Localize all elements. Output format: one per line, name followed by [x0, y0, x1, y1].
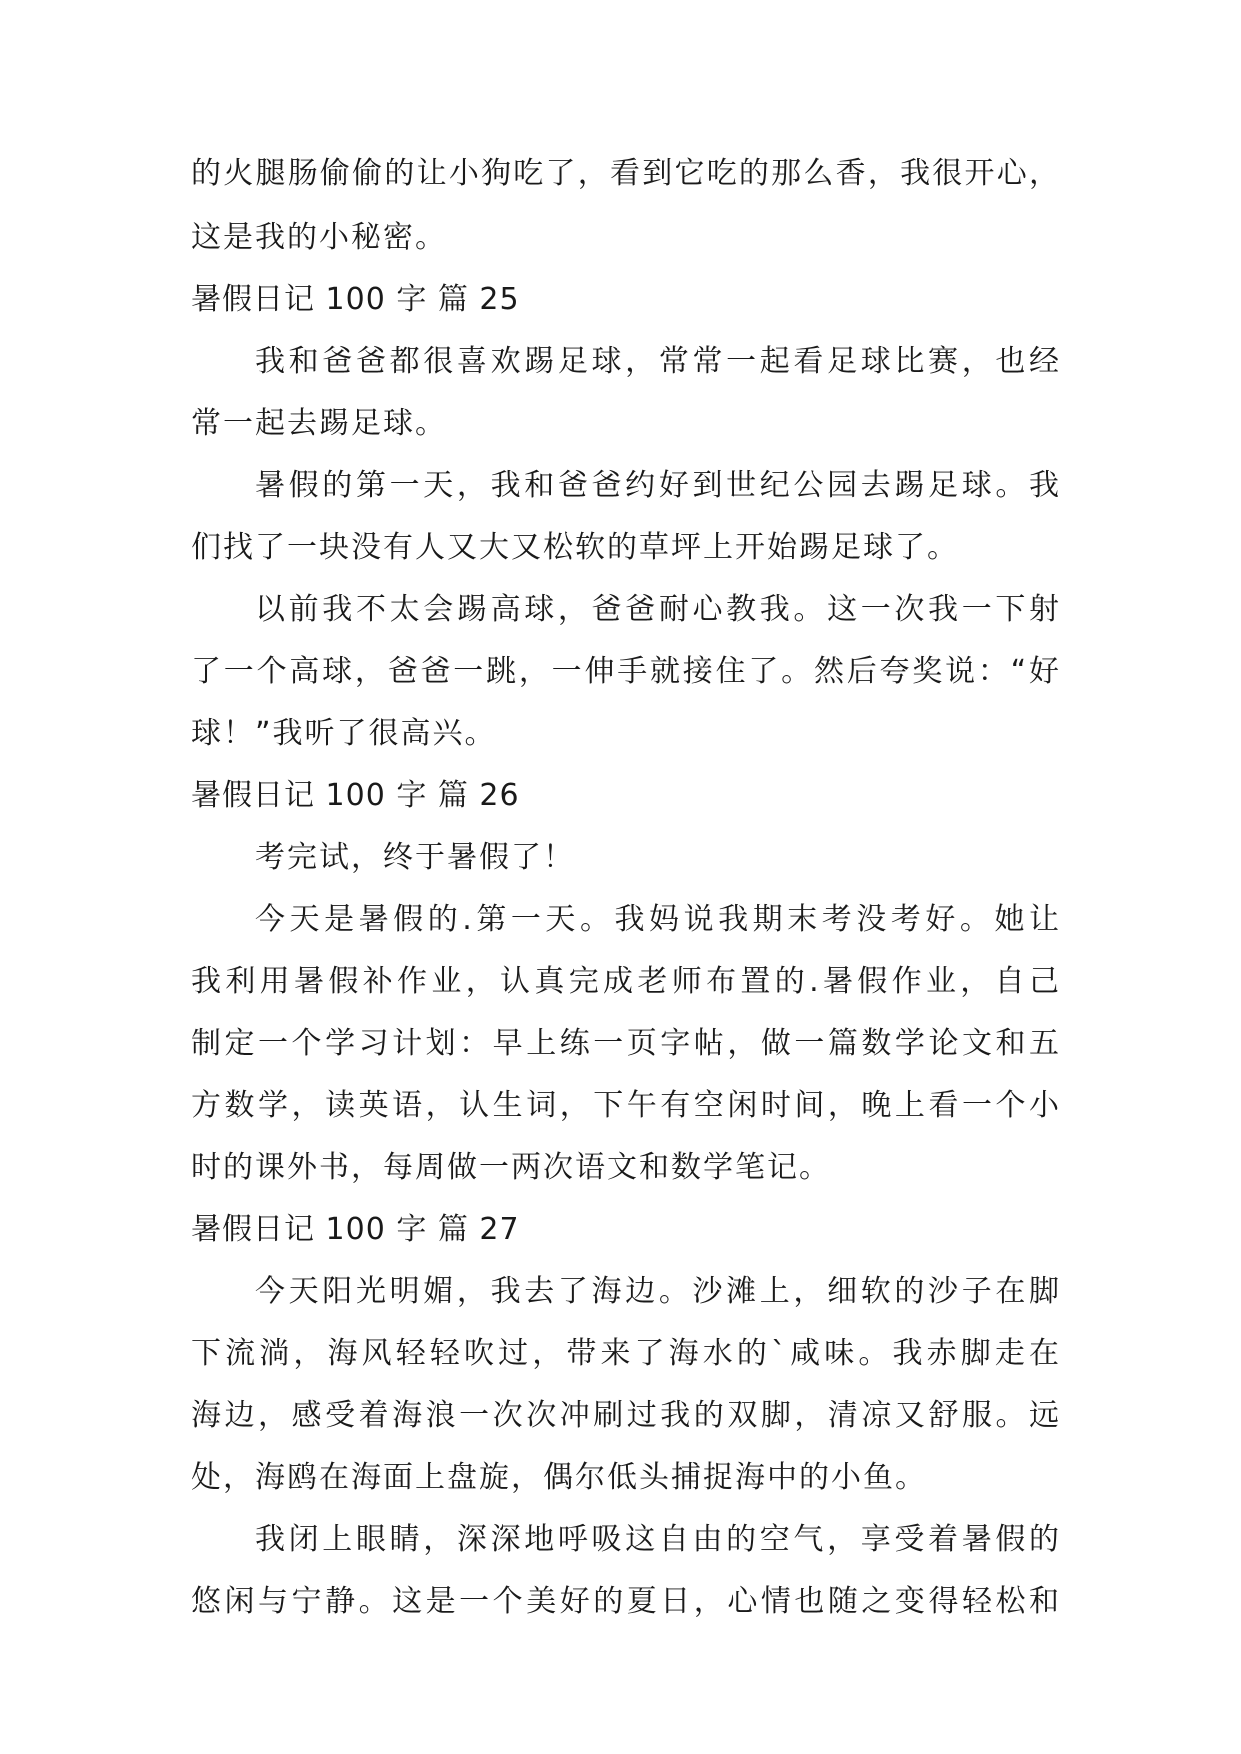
section-heading: 暑假日记 100 字 篇 27 [191, 1212, 520, 1247]
paragraph-line: 球！”我听了很高兴。 [191, 716, 497, 751]
paragraph-line: 时的课外书，每周做一两次语文和数学笔记。 [191, 1150, 831, 1185]
paragraph-line: 暑假的第一天，我和爸爸约好到世纪公园去踢足球。我 [255, 468, 1061, 503]
paragraph-line: 们找了一块没有人又大又松软的草坪上开始踢足球了。 [191, 530, 959, 565]
paragraph-line: 以前我不太会踢高球，爸爸耐心教我。这一次我一下射 [255, 592, 1061, 627]
paragraph-line: 常一起去踢足球。 [191, 406, 447, 441]
section-heading: 暑假日记 100 字 篇 26 [191, 778, 520, 813]
paragraph-line: 了一个高球，爸爸一跳，一伸手就接住了。然后夸奖说：“好 [191, 654, 1061, 689]
paragraph-line: 这是我的小秘密。 [191, 220, 447, 255]
section-heading: 暑假日记 100 字 篇 25 [191, 282, 520, 317]
paragraph-line: 我和爸爸都很喜欢踢足球，常常一起看足球比赛，也经 [255, 344, 1061, 379]
paragraph-line: 今天是暑假的.第一天。我妈说我期末考没考好。她让 [255, 902, 1061, 937]
paragraph-line: 悠闲与宁静。这是一个美好的夏日，心情也随之变得轻松和 [191, 1584, 1061, 1619]
paragraph-line: 制定一个学习计划：早上练一页字帖，做一篇数学论文和五 [191, 1026, 1061, 1061]
paragraph-line: 方数学，读英语，认生词，下午有空闲时间，晚上看一个小 [191, 1088, 1061, 1123]
paragraph-line: 下流淌，海风轻轻吹过，带来了海水的`咸味。我赤脚走在 [191, 1336, 1061, 1371]
paragraph-line: 考完试，终于暑假了！ [255, 840, 575, 875]
paragraph-line: 我利用暑假补作业，认真完成老师布置的.暑假作业，自己 [191, 964, 1061, 999]
paragraph-line: 的火腿肠偷偷的让小狗吃了，看到它吃的那么香，我很开心， [191, 156, 1061, 191]
paragraph-line: 处，海鸥在海面上盘旋，偶尔低头捕捉海中的小鱼。 [191, 1460, 927, 1495]
paragraph-line: 今天阳光明媚，我去了海边。沙滩上，细软的沙子在脚 [255, 1274, 1061, 1309]
paragraph-line: 我闭上眼睛，深深地呼吸这自由的空气，享受着暑假的 [255, 1522, 1061, 1557]
paragraph-line: 海边，感受着海浪一次次冲刷过我的双脚，清凉又舒服。远 [191, 1398, 1061, 1433]
